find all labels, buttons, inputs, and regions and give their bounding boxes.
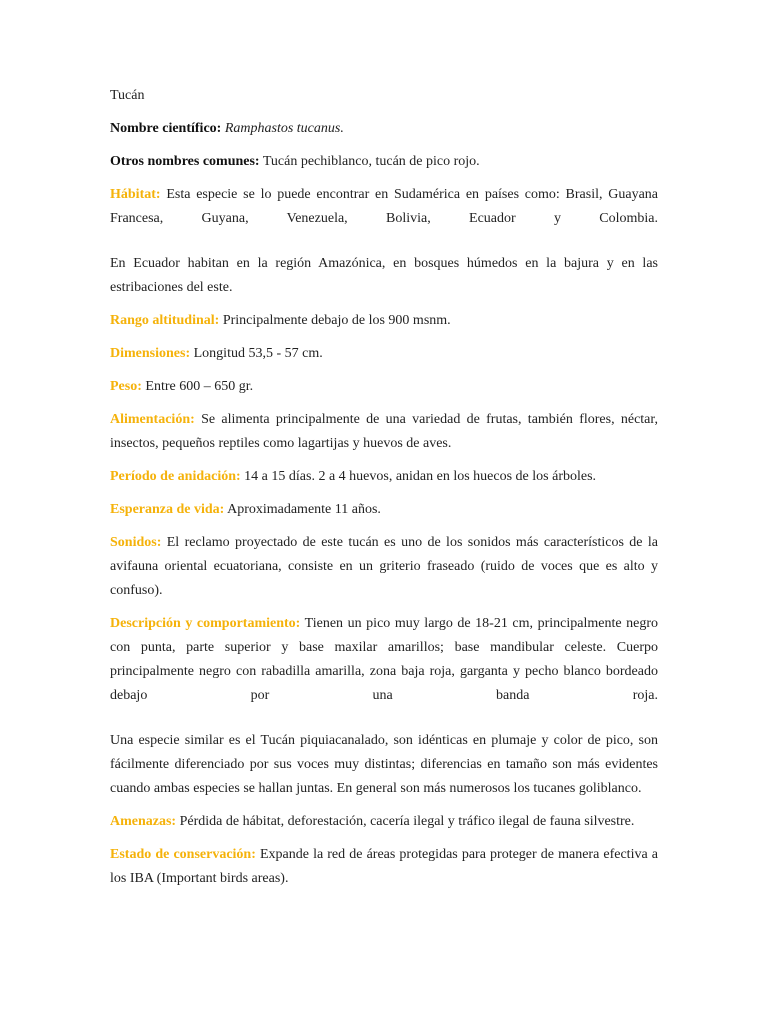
conservation-value: Expande la red de áreas protegidas para proteger de manera efectiva a los IBA (Important birds areas).: [110, 847, 658, 886]
similar-species-paragraph: [110, 729, 658, 801]
altitude-label: Rango altitudinal:: [110, 313, 220, 328]
habitat-ecuador-paragraph: [110, 252, 658, 300]
nesting-value: 14 a 15 días. 2 a 4 huevos, anidan en los huecos de los árboles.: [244, 469, 597, 484]
lifespan-label: Esperanza de vida:: [110, 502, 225, 517]
sounds-paragraph: [110, 531, 658, 603]
spacer: [110, 240, 658, 252]
similar-species-value: Una especie similar es el Tucán piquiacanalado, son idénticas en plumaje y color de pico, son fácilmente diferenciado por sus voces muy distintas; diferencias en tamaño son más evidentes cuando ambas especies se hallan juntas. En general son más numerosos los tucanes goliblanco.: [110, 733, 658, 796]
weight-value: Entre 600 – 650 gr.: [145, 379, 254, 394]
habitat-label: Hábitat:: [110, 187, 161, 202]
dimensions-value: Longitud 53,5 - 57 cm.: [193, 346, 323, 361]
diet-label: Alimentación:: [110, 412, 195, 427]
conservation-paragraph: [110, 843, 658, 891]
altitude-value: Principalmente debajo de los 900 msnm.: [222, 313, 451, 328]
threats-value: Pérdida de hábitat, deforestación, cacería ilegal y tráfico ilegal de fauna silvestre.: [179, 814, 635, 829]
diet-value: Se alimenta principalmente de una variedad de frutas, también flores, néctar, insectos, pequeños reptiles como lagartijas y huevos de aves.: [110, 412, 658, 451]
scientific-name-value: Ramphastos tucanus.: [224, 121, 344, 136]
scientific-name-paragraph: [110, 117, 658, 141]
weight-paragraph: [110, 375, 658, 399]
document-page: [110, 84, 658, 900]
habitat-value: Esta especie se lo puede encontrar en Sudamérica en países como: Brasil, Guayana Francesa, Guyana, Venezuela, Bolivia, Ecuador y Colombia.: [110, 187, 659, 226]
diet-paragraph: [110, 408, 658, 456]
nesting-paragraph: [110, 465, 658, 489]
habitat-paragraph: [110, 183, 658, 231]
common-names-value: Tucán pechiblanco, tucán de pico rojo.: [262, 154, 480, 169]
habitat-ecuador-value: En Ecuador habitan en la región Amazónica, en bosques húmedos en la bajura y en las estribaciones del este.: [110, 256, 658, 295]
description-label: Descripción y comportamiento:: [110, 616, 301, 631]
description-value: Tienen un pico muy largo de 18-21 cm, principalmente negro con punta, parte superior y base maxilar amarillos; base mandibular celeste. Cuerpo principalmente negro con rabadilla amarilla, zona baja roja, garganta y pecho blanco bordeado debajo por una banda roja.: [110, 616, 658, 703]
lifespan-paragraph: [110, 498, 658, 522]
threats-label: Amenazas:: [110, 814, 177, 829]
document-title: [110, 84, 658, 108]
dimensions-label: Dimensiones:: [110, 346, 191, 361]
description-paragraph: [110, 612, 658, 708]
conservation-label: Estado de conservación:: [110, 847, 256, 862]
weight-label: Peso:: [110, 379, 142, 394]
dimensions-paragraph: [110, 342, 658, 366]
title-text: Tucán: [110, 88, 145, 103]
threats-paragraph: [110, 810, 658, 834]
lifespan-value: Aproximadamente 11 años.: [227, 502, 381, 517]
sounds-label: Sonidos:: [110, 535, 162, 550]
common-names-paragraph: [110, 150, 658, 174]
spacer: [110, 717, 658, 729]
altitude-paragraph: [110, 309, 658, 333]
sounds-value: El reclamo proyectado de este tucán es uno de los sonidos más característicos de la avifauna oriental ecuatoriana, consiste en un griterio fraseado (ruido de voces que es alto y confuso).: [110, 535, 659, 598]
common-names-label: Otros nombres comunes:: [110, 154, 260, 169]
nesting-label: Período de anidación:: [110, 469, 241, 484]
scientific-name-label: Nombre científico:: [110, 121, 222, 136]
